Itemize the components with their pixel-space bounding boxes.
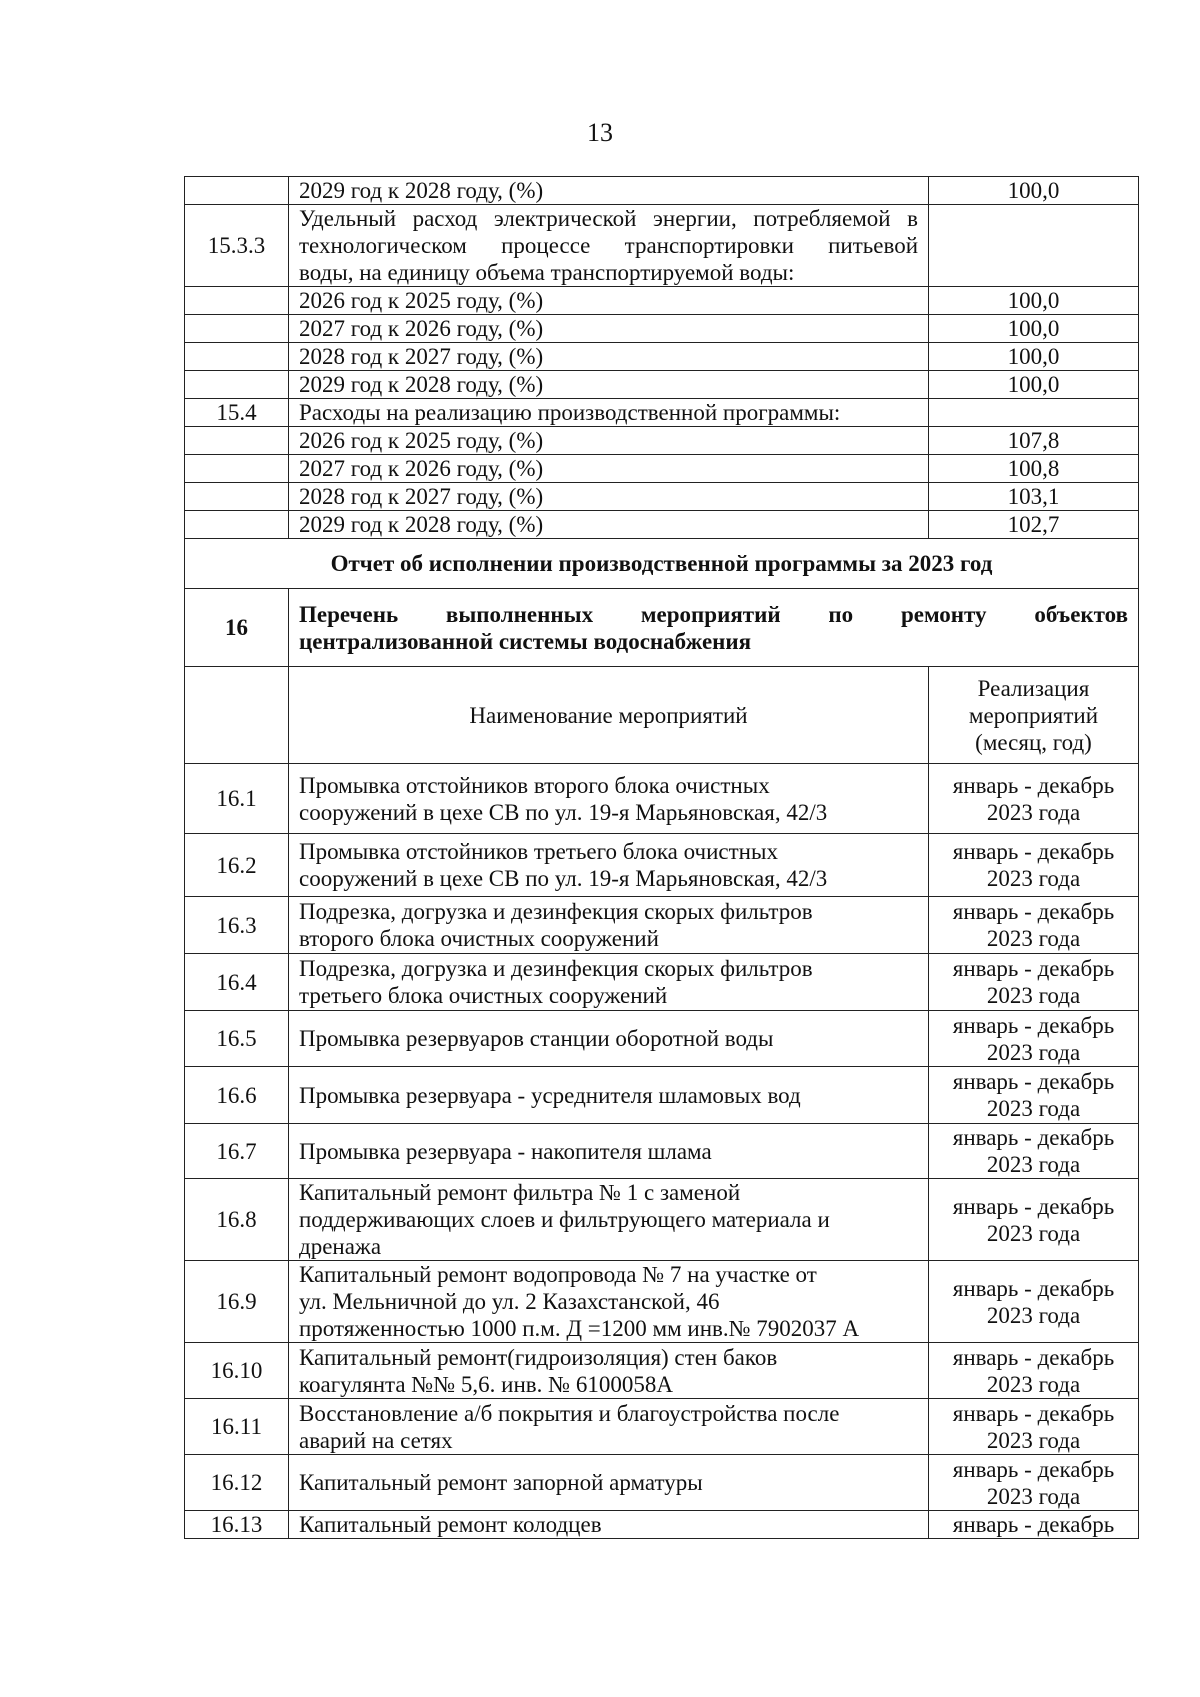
header-empty-cell (185, 667, 289, 764)
row-value: 107,8 (929, 427, 1139, 455)
activity-row (185, 897, 1139, 954)
row-description: 2027 год к 2026 году, (%) (289, 455, 929, 483)
row-number (185, 315, 289, 343)
activity-row (185, 1455, 1139, 1511)
activity-description (289, 1067, 929, 1124)
row-value: 103,1 (929, 483, 1139, 511)
activity-period-line: 2023 года (986, 866, 1081, 891)
activity-period-line: январь - декабрь (952, 839, 1115, 864)
activity-number: 16.7 (185, 1124, 289, 1179)
activity-number: 16.4 (185, 954, 289, 1011)
activity-period-line: 2023 года (986, 1427, 1081, 1453)
activity-description (289, 1343, 929, 1399)
table-row (185, 315, 1139, 343)
activity-description-line: Подрезка, догрузка и дезинфекция скорых фильтров (299, 899, 813, 924)
activity-period-line: январь - декабрь (952, 1125, 1115, 1150)
row-number: 16 (185, 589, 289, 667)
table-row (185, 483, 1139, 511)
activity-description-line: Капитальный ремонт запорной арматуры (299, 1470, 703, 1495)
activity-description-line: второго блока очистных сооружений (299, 926, 659, 951)
row-description: 2029 год к 2028 году, (%) (289, 177, 929, 205)
row-number (185, 177, 289, 205)
row-value: 102,7 (929, 511, 1139, 539)
activity-period-line: январь - декабрь (952, 1069, 1115, 1094)
activity-description-line: Промывка отстойников третьего блока очистных (299, 839, 778, 864)
activity-period (929, 1124, 1139, 1179)
header-line: мероприятий (968, 702, 1099, 728)
description-line: Удельный расход электрической энергии, потребляемой в (299, 206, 918, 231)
activity-description (289, 1011, 929, 1067)
table-row-15-4 (185, 399, 1139, 427)
description-line: технологическом процессе транспортировки питьевой (299, 233, 918, 258)
activity-period (929, 1399, 1139, 1455)
row-value: 100,8 (929, 455, 1139, 483)
activity-period (929, 954, 1139, 1011)
activity-row (185, 954, 1139, 1011)
activity-description (289, 1261, 929, 1343)
description-line: воды, на единицу объема транспортируемой воды: (299, 260, 795, 285)
activity-period-line: январь - декабрь (952, 1456, 1115, 1482)
table-row-15-3-3 (185, 205, 1139, 287)
activity-period-line: 2023 года (986, 1152, 1081, 1177)
activity-number: 16.2 (185, 834, 289, 897)
activity-period-line: 2023 года (986, 1039, 1081, 1065)
section-row (185, 539, 1139, 589)
table-row (185, 427, 1139, 455)
activity-description-line: Промывка резервуара - усреднителя шламовых вод (299, 1082, 801, 1108)
activity-description-line: Капитальный ремонт фильтра № 1 с заменой (299, 1180, 741, 1205)
activity-description-line: сооружений в цехе СВ по ул. 19-я Марьяновская, 42/3 (299, 866, 828, 891)
activity-period (929, 834, 1139, 897)
activity-number: 16.3 (185, 897, 289, 954)
table-row-16 (185, 589, 1139, 667)
activity-number: 16.13 (185, 1511, 289, 1539)
row-value: 100,0 (929, 177, 1139, 205)
row-description: 2029 год к 2028 году, (%) (289, 511, 929, 539)
row-description: 2026 год к 2025 году, (%) (289, 427, 929, 455)
row-description: Расходы на реализацию производственной программы: (289, 399, 929, 427)
row-number (185, 287, 289, 315)
row-16-title (289, 589, 1139, 667)
activity-description-line: дренажа (299, 1234, 382, 1259)
activity-description-line: Капитальный ремонт колодцев (299, 1512, 602, 1537)
table-row (185, 287, 1139, 315)
table-row (185, 455, 1139, 483)
activity-period-line: 2023 года (986, 926, 1081, 951)
activity-period-line: 2023 года (986, 1220, 1081, 1246)
row-value (929, 399, 1139, 427)
activity-number: 16.10 (185, 1343, 289, 1399)
row-value: 100,0 (929, 371, 1139, 399)
title-line: централизованной системы водоснабжения (299, 628, 752, 654)
activity-period-line: 2023 года (986, 1483, 1081, 1509)
activity-description-line: Восстановление а/б покрытия и благоустройства после (299, 1400, 840, 1426)
activity-period-line: 2023 года (986, 1371, 1081, 1397)
activity-period (929, 897, 1139, 954)
activity-period (929, 1511, 1139, 1539)
activity-row (185, 1511, 1139, 1539)
activity-period (929, 1011, 1139, 1067)
row-number (185, 455, 289, 483)
row-description: 2029 год к 2028 году, (%) (289, 371, 929, 399)
row-value: 100,0 (929, 315, 1139, 343)
activity-period (929, 764, 1139, 834)
activity-row (185, 1124, 1139, 1179)
activity-period-line: январь - декабрь (952, 1400, 1115, 1426)
table-row (185, 177, 1139, 205)
title-line: Перечень выполненных мероприятий по ремонту объектов (299, 601, 1128, 627)
row-description: 2026 год к 2025 году, (%) (289, 287, 929, 315)
activity-row (185, 834, 1139, 897)
activities-header-row (185, 667, 1139, 764)
row-description: 2028 год к 2027 году, (%) (289, 483, 929, 511)
activity-period-line: 2023 года (986, 799, 1081, 825)
activity-number: 16.6 (185, 1067, 289, 1124)
activity-period-line: январь - декабрь (952, 1012, 1115, 1038)
activity-description-line: Подрезка, догрузка и дезинфекция скорых фильтров (299, 956, 813, 981)
activity-period (929, 1261, 1139, 1343)
row-number: 15.3.3 (185, 205, 289, 287)
activity-description (289, 897, 929, 954)
program-table (184, 176, 1139, 1539)
activity-description-line: Промывка отстойников второго блока очистных (299, 772, 770, 798)
activity-period-line: январь - декабрь (952, 1193, 1115, 1219)
activity-description-line: сооружений в цехе СВ по ул. 19-я Марьяновская, 42/3 (299, 799, 828, 825)
activity-period-line: 2023 года (986, 1096, 1081, 1121)
row-number (185, 483, 289, 511)
activity-description-line: третьего блока очистных сооружений (299, 983, 668, 1008)
row-number (185, 371, 289, 399)
activity-row (185, 1067, 1139, 1124)
activity-description (289, 1124, 929, 1179)
activity-description-line: коагулянта №№ 5,6. инв. № 6100058А (299, 1371, 673, 1397)
activity-row (185, 764, 1139, 834)
activity-number: 16.9 (185, 1261, 289, 1343)
activity-description (289, 1179, 929, 1261)
activity-row (185, 1011, 1139, 1067)
activity-number: 16.8 (185, 1179, 289, 1261)
activity-description (289, 1511, 929, 1539)
activity-period-line: январь - декабрь (952, 772, 1115, 798)
activity-description-line: Капитальный ремонт водопровода № 7 на участке от (299, 1262, 817, 1287)
row-description (289, 205, 929, 287)
activity-description-line: протяженностью 1000 п.м. Д =1200 мм инв.№ 7902037 А (299, 1316, 860, 1341)
activity-number: 16.5 (185, 1011, 289, 1067)
activity-period (929, 1179, 1139, 1261)
table-row (185, 343, 1139, 371)
row-value: 100,0 (929, 343, 1139, 371)
row-value: 100,0 (929, 287, 1139, 315)
header-line: Реализация (977, 675, 1090, 701)
row-description: 2027 год к 2026 году, (%) (289, 315, 929, 343)
activity-description (289, 834, 929, 897)
activity-period-line: 2023 года (986, 983, 1081, 1008)
row-number (185, 343, 289, 371)
header-activity-name: Наименование мероприятий (289, 667, 929, 764)
activity-row (185, 1343, 1139, 1399)
program-table-body (185, 177, 1139, 1539)
activity-description (289, 764, 929, 834)
activity-description-line: Промывка резервуара - накопителя шлама (299, 1138, 712, 1164)
activity-description-line: поддерживающих слоев и фильтрующего материала и (299, 1207, 830, 1232)
activity-description-line: аварий на сетях (299, 1427, 453, 1453)
activity-period (929, 1343, 1139, 1399)
header-line: (месяц, год) (975, 729, 1092, 755)
activity-number: 16.12 (185, 1455, 289, 1511)
activity-description (289, 954, 929, 1011)
activity-row (185, 1179, 1139, 1261)
activity-number: 16.1 (185, 764, 289, 834)
table-row (185, 371, 1139, 399)
activity-period-line: январь - декабрь (952, 956, 1115, 981)
activity-period (929, 1067, 1139, 1124)
row-number (185, 511, 289, 539)
row-number: 15.4 (185, 399, 289, 427)
activity-description (289, 1455, 929, 1511)
table-row (185, 511, 1139, 539)
activity-period-line: январь - декабрь (952, 1344, 1115, 1370)
activity-period (929, 1455, 1139, 1511)
activity-period-line: январь - декабрь (952, 1275, 1115, 1301)
page-number: 13 (587, 118, 613, 147)
activity-period-line: 2023 года (986, 1302, 1081, 1328)
activity-description (289, 1399, 929, 1455)
row-number (185, 427, 289, 455)
activity-row (185, 1261, 1139, 1343)
activity-description-line: ул. Мельничной до ул. 2 Казахстанской, 46 (299, 1289, 720, 1314)
section-title: Отчет об исполнении производственной программы за 2023 год (185, 539, 1139, 589)
activity-description-line: Капитальный ремонт(гидроизоляция) стен баков (299, 1344, 778, 1370)
activity-row (185, 1399, 1139, 1455)
row-value (929, 205, 1139, 287)
activity-number: 16.11 (185, 1399, 289, 1455)
row-description: 2028 год к 2027 году, (%) (289, 343, 929, 371)
activity-period-line: январь - декабрь (952, 899, 1115, 924)
header-realization (929, 667, 1139, 764)
activity-description-line: Промывка резервуаров станции оборотной воды (299, 1026, 774, 1051)
activity-period-line: январь - декабрь (952, 1512, 1115, 1537)
